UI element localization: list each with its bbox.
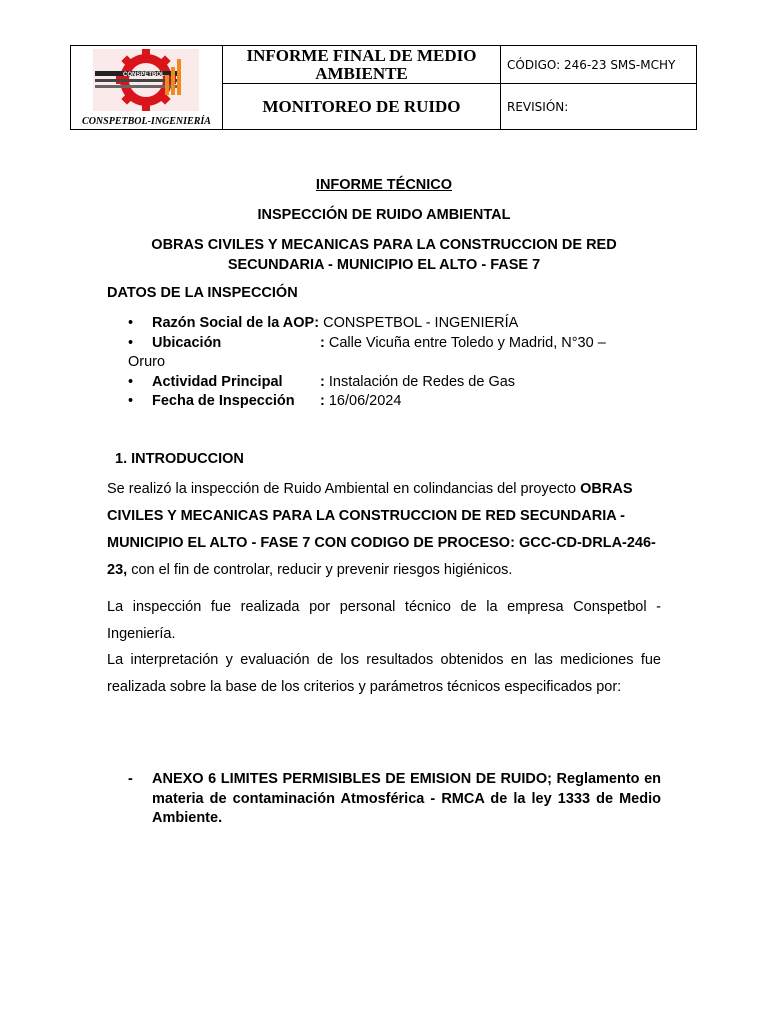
project-title-line-1: OBRAS CIVILES Y MECANICAS PARA LA CONSTRUCCION DE RED [151,237,617,253]
list-item [128,334,648,354]
colon: : [320,393,329,409]
item-label: Razón Social de la AOP: [152,315,320,331]
list-item [128,314,648,334]
introduction-title: 1. INTRODUCCION [115,451,244,467]
logo-caption: CONSPETBOL-INGENIERÍA [82,116,211,127]
list-item [128,392,648,412]
item-label: Fecha de Inspección [152,393,295,409]
annex-item [128,770,661,829]
project-title-line-2: SECUNDARIA - MUNICIPIO EL ALTO - FASE 7 [227,256,541,273]
document-code: CÓDIGO: 246-23 SMS-MCHY [501,46,697,84]
item-value: Instalación de Redes de Gas [328,373,516,390]
report-subtitle: MONITOREO DE RUIDO [223,84,501,130]
document-header [70,45,697,130]
list-item [128,373,648,393]
project-title [107,236,661,275]
logo-cell [71,46,223,130]
item-value-continuation: Oruro [128,354,166,370]
colon: : [320,334,329,351]
item-value: 16/06/2024 [328,393,402,409]
item-value: CONSPETBOL - INGENIERÍA [323,315,519,331]
introduction-paragraph-3: La interpretación y evaluación de los resultados obtenidos en las mediciones fue realizada sobre la base de los criterios y parámetros técnicos especificados por: [107,652,661,695]
introduction-paragraph-1 [107,476,661,584]
item-label: Ubicación [152,334,222,351]
report-subheading: INSPECCIÓN DE RUIDO AMBIENTAL [257,207,511,223]
item-value: Calle Vicuña entre Toledo y Madrid, N°30 – [328,334,606,351]
dash-marker: - [128,771,133,787]
project-name-bold: OBRAS CIVILES Y MECANICAS PARA LA CONSTRUCCION DE RED SECUNDARIA - MUNICIPIO EL ALTO - FASE 7 CON CODIGO DE PROCESO: GCC-CD-DRLA-246-23, [107,481,656,578]
introduction-paragraph-2: La inspección fue realizada por personal técnico de la empresa Conspetbol - Ingeniería. [107,599,661,642]
item-label: Actividad Principal [152,373,283,390]
inspection-section-title: DATOS DE LA INSPECCIÓN [107,285,298,301]
company-logo [93,49,199,111]
paragraph-text: con el fin de controlar, reducir y prevenir riesgos higiénicos. [127,562,513,578]
report-heading: INFORME TÉCNICO [315,177,453,193]
revision-label: REVISIÓN: [501,84,697,130]
annex-text: ANEXO 6 LIMITES PERMISIBLES DE EMISION DE RUIDO; Reglamento en materia de contaminación Atmosférica - RMCA de la ley 1333 de Medio Ambiente. [152,771,661,826]
logo-brand-text: CONSPETBOL [123,72,165,78]
paragraph-text: Se realizó la inspección de Ruido Ambiental en colindancias del proyecto [107,481,581,497]
inspection-data-list [128,314,648,412]
report-title: INFORME FINAL DE MEDIO AMBIENTE [223,46,501,84]
colon: : [320,373,329,390]
gear-logo-icon [93,49,199,111]
